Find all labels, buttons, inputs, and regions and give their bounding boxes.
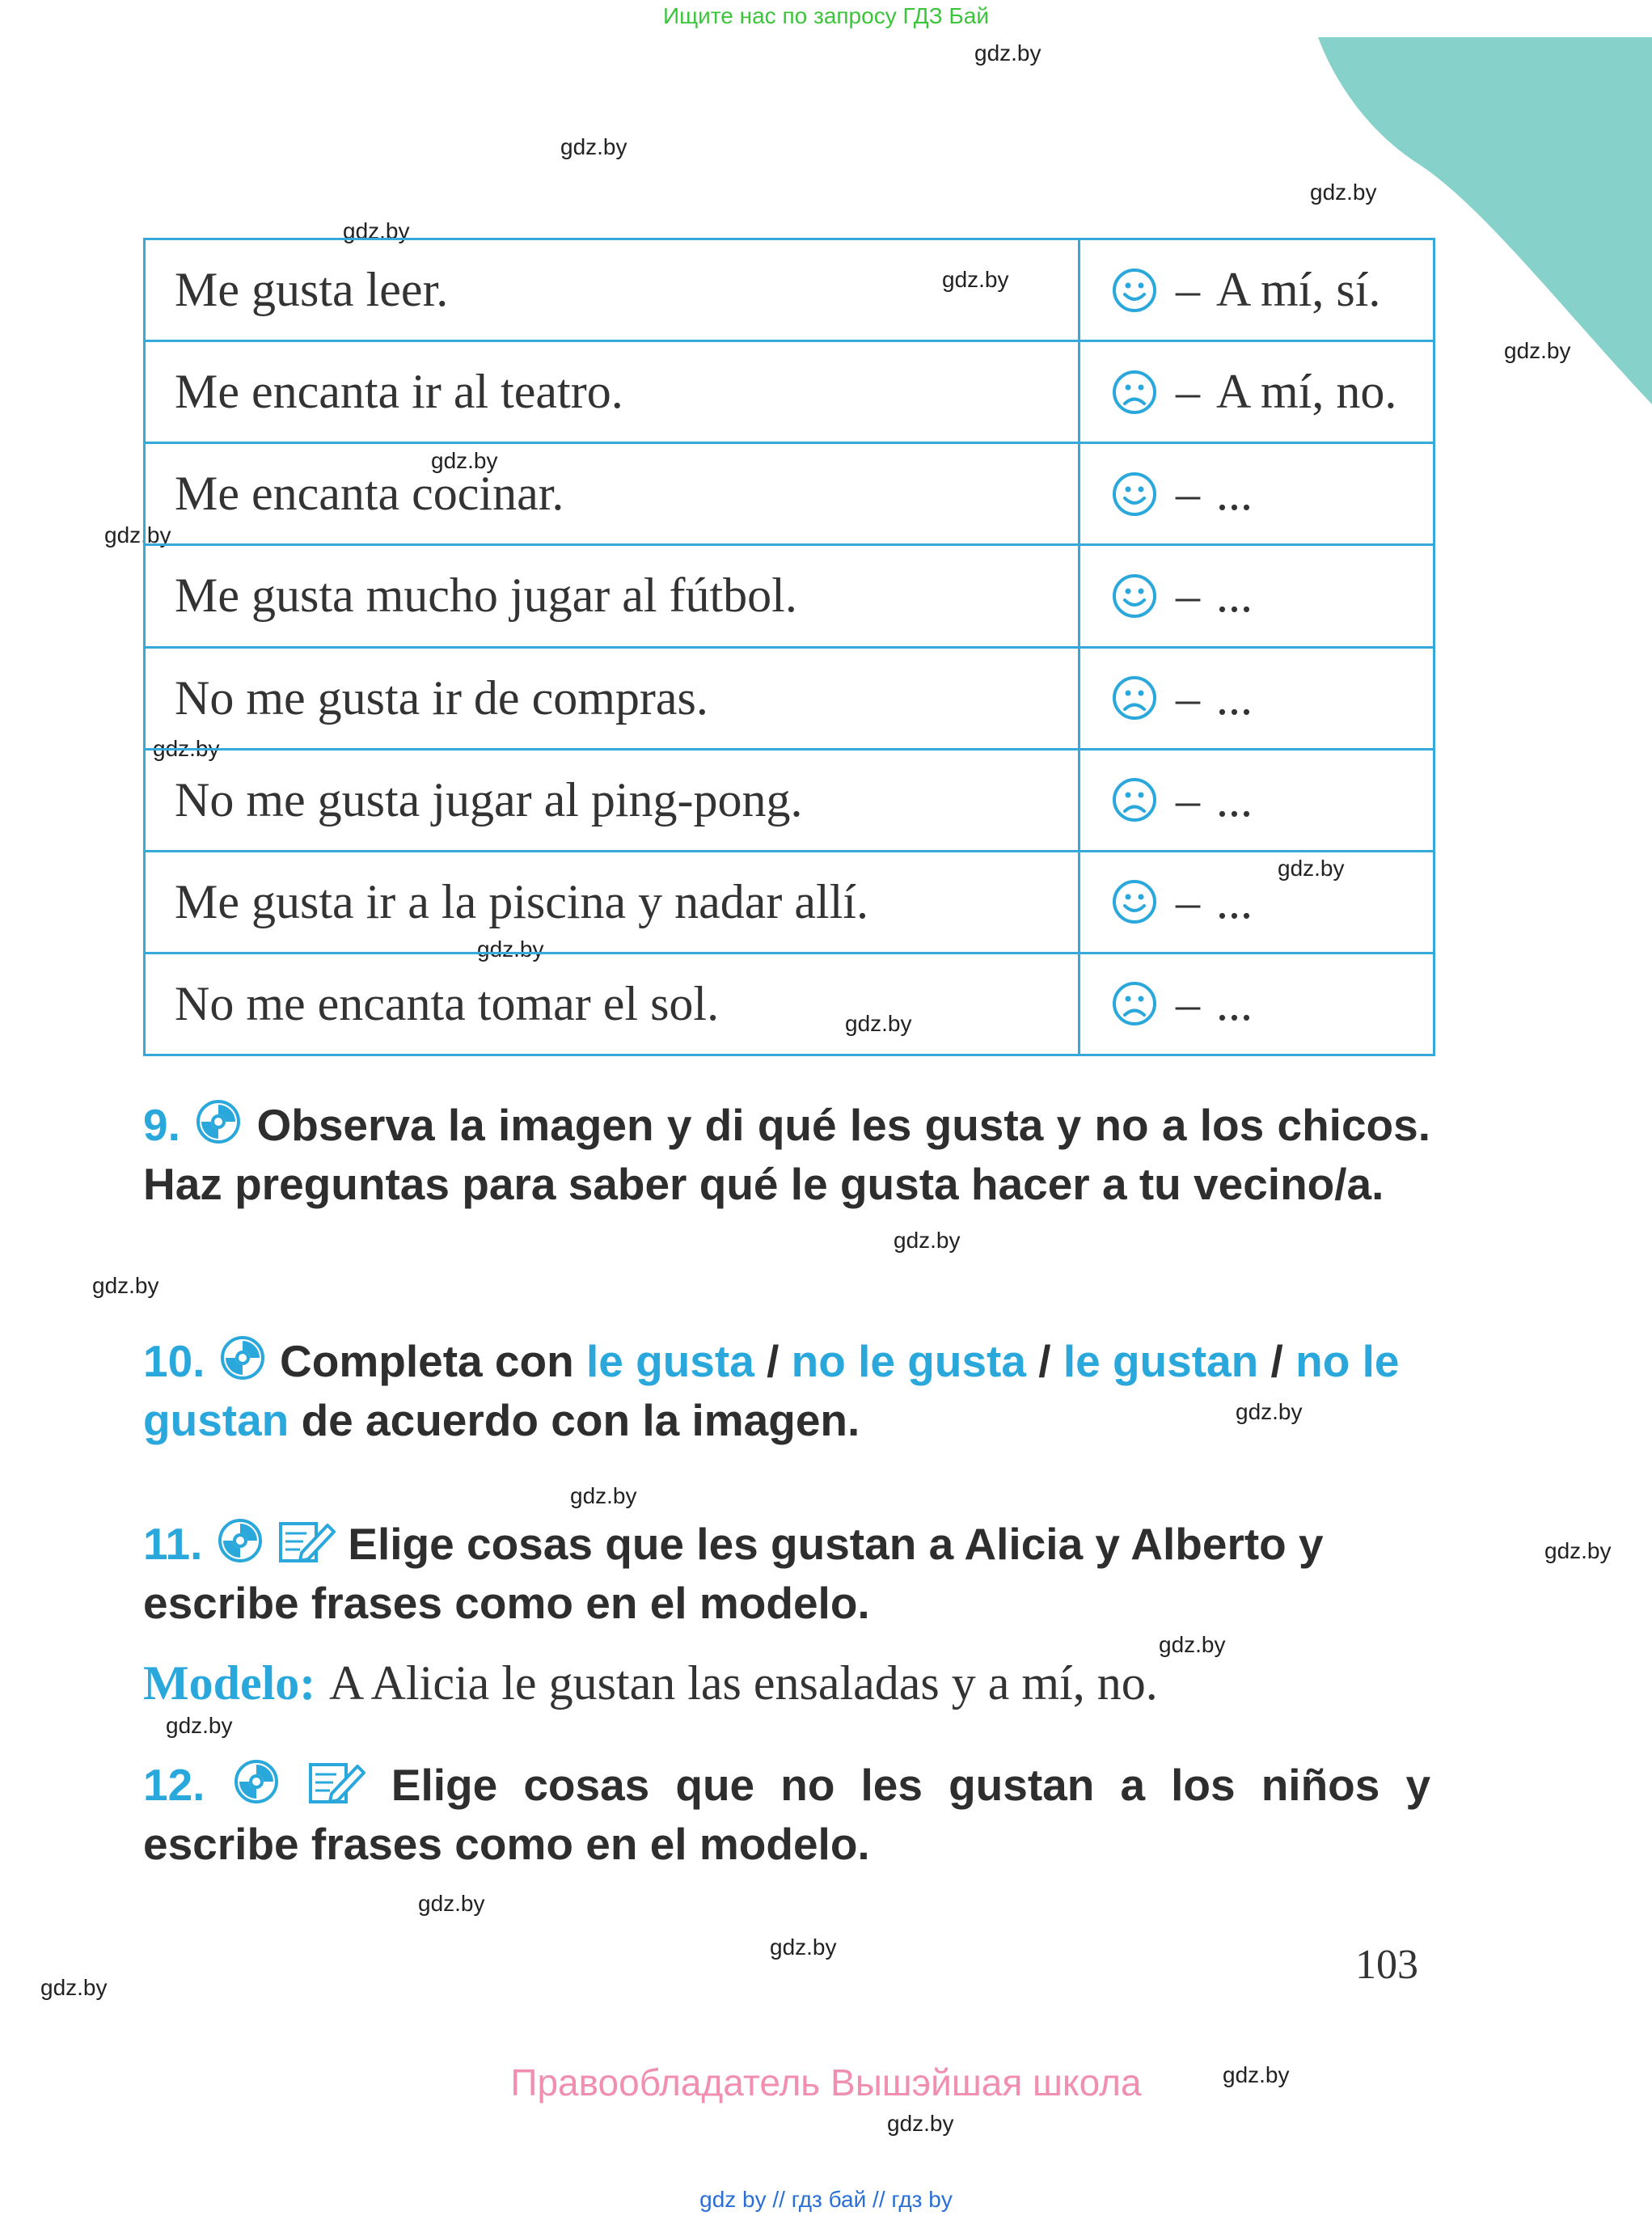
- model-sentence: [143, 1655, 1158, 1711]
- table-row: [145, 749, 1434, 851]
- watermark: gdz.by: [92, 1273, 159, 1298]
- disc-icon: [215, 1517, 265, 1576]
- watermark: gdz.by: [1544, 1538, 1612, 1563]
- exercise-12: [143, 1758, 1430, 1871]
- reply-cell: [1080, 341, 1434, 443]
- table-row: [145, 851, 1434, 953]
- watermark: gdz.by: [477, 937, 544, 962]
- watermark: gdz.by: [153, 736, 220, 761]
- watermark: gdz.by: [104, 522, 171, 548]
- dash: –: [1176, 569, 1200, 623]
- footer-links[interactable]: gdz by // гдз бай // гдз by: [699, 2187, 953, 2212]
- option-le-gustan: le gustan: [1063, 1336, 1259, 1386]
- write-pencil-icon: [277, 1517, 336, 1576]
- search-banner[interactable]: Ищите нас по запросу ГДЗ Бай: [662, 3, 990, 28]
- reply-text: A mí, sí.: [1216, 263, 1381, 317]
- model-label: Modelo:: [143, 1656, 316, 1710]
- watermark: gdz.by: [166, 1713, 233, 1738]
- smile-face-icon: [1111, 878, 1158, 925]
- watermark: gdz.by: [942, 267, 1009, 292]
- exercise-text: Elige cosas que no les gustan a los niños y escribe frases como en el modelo.: [143, 1760, 1431, 1869]
- reply-cell: [1080, 443, 1434, 545]
- smile-face-icon: [1111, 573, 1158, 619]
- watermark: gdz.by: [894, 1228, 961, 1253]
- table-row: [145, 647, 1434, 749]
- watermark: gdz.by: [1236, 1399, 1303, 1424]
- exercise-number: 11.: [143, 1519, 203, 1569]
- option-no-le-gustan: no le gustan: [143, 1336, 1400, 1445]
- reply-cell: [1080, 851, 1434, 953]
- table-row: [145, 953, 1434, 1055]
- phrase-cell: Me gusta leer.: [145, 239, 1080, 341]
- watermark: gdz.by: [1310, 180, 1377, 205]
- reply-text: A mí, no.: [1216, 365, 1397, 419]
- exercise-9: [143, 1098, 1430, 1211]
- sad-face-icon: [1111, 674, 1158, 721]
- model-text: A Alicia le gustan las ensaladas y a mí, no.: [328, 1656, 1158, 1710]
- reply-cell: [1080, 953, 1434, 1055]
- exercise-number: 10.: [143, 1336, 205, 1386]
- sad-face-icon: [1111, 369, 1158, 416]
- dash: –: [1176, 263, 1200, 317]
- reply-cell: [1080, 647, 1434, 749]
- dash: –: [1176, 670, 1200, 725]
- smile-face-icon: [1111, 267, 1158, 314]
- watermark: gdz.by: [431, 448, 498, 473]
- slash: /: [1270, 1336, 1283, 1386]
- watermark: gdz.by: [40, 1975, 108, 2000]
- watermark: gdz.by: [845, 1011, 912, 1036]
- dash: –: [1176, 772, 1200, 827]
- exercise-text: Elige cosas que les gustan a Alicia y Alberto y escribe frases como en el modelo.: [143, 1519, 1324, 1628]
- watermark: gdz.by: [560, 134, 627, 159]
- phrase-cell: No me gusta ir de compras.: [145, 647, 1080, 749]
- dash: –: [1176, 365, 1200, 419]
- exercise-number: 12.: [143, 1760, 205, 1810]
- disc-icon: [231, 1758, 281, 1817]
- reply-text: ...: [1216, 569, 1253, 623]
- write-pencil-icon: [307, 1758, 365, 1817]
- exercise-10: [143, 1334, 1430, 1448]
- watermark: gdz.by: [570, 1483, 637, 1508]
- reply-text: ...: [1216, 976, 1253, 1030]
- disc-icon: [218, 1334, 268, 1393]
- reply-cell: [1080, 545, 1434, 647]
- phrase-cell: Me gusta mucho jugar al fútbol.: [145, 545, 1080, 647]
- watermark: gdz.by: [887, 2111, 954, 2136]
- slash: /: [1038, 1336, 1051, 1386]
- phrase-table: [143, 238, 1435, 1056]
- exercise-text: Observa la imagen y di qué les gusta y no a los chicos. Haz preguntas para saber qué le gusta hacer a tu vecino/a.: [143, 1100, 1431, 1209]
- watermark: gdz.by: [1223, 2062, 1290, 2087]
- table-row: [145, 545, 1434, 647]
- watermark: gdz.by: [1278, 856, 1345, 881]
- exercise-number: 9.: [143, 1100, 180, 1150]
- table-row: [145, 341, 1434, 443]
- dash: –: [1176, 976, 1200, 1030]
- watermark: gdz.by: [1504, 338, 1571, 363]
- exercise-11: [143, 1517, 1430, 1630]
- reply-cell: [1080, 749, 1434, 851]
- sad-face-icon: [1111, 776, 1158, 823]
- phrase-cell: Me encanta ir al teatro.: [145, 341, 1080, 443]
- dash: –: [1176, 467, 1200, 521]
- slash: /: [767, 1336, 780, 1386]
- table-row: [145, 443, 1434, 545]
- phrase-cell: No me encanta tomar el sol.: [145, 953, 1080, 1055]
- reply-text: ...: [1216, 467, 1253, 521]
- phrase-cell: Me encanta cocinar.: [145, 443, 1080, 545]
- option-no-le-gusta: no le gusta: [791, 1336, 1026, 1386]
- reply-text: ...: [1216, 670, 1253, 725]
- table-row: [145, 239, 1434, 341]
- option-le-gusta: le gusta: [585, 1336, 754, 1386]
- watermark: gdz.by: [1159, 1632, 1226, 1657]
- watermark: gdz.by: [418, 1891, 485, 1916]
- reply-text: ...: [1216, 874, 1253, 928]
- exercise-text: Completa con: [280, 1336, 574, 1386]
- exercise-text: de acuerdo con la imagen.: [301, 1395, 860, 1445]
- disc-icon: [193, 1098, 243, 1157]
- page-number: 103: [1355, 1942, 1418, 1988]
- phrase-cell: No me gusta jugar al ping-pong.: [145, 749, 1080, 851]
- dash: –: [1176, 874, 1200, 928]
- copyright-holder: Правообладатель Вышэйшая школа: [510, 2061, 1142, 2103]
- reply-cell: [1080, 239, 1434, 341]
- sad-face-icon: [1111, 980, 1158, 1027]
- watermark: gdz.by: [343, 218, 410, 243]
- smile-face-icon: [1111, 471, 1158, 518]
- phrase-cell: Me gusta ir a la piscina y nadar allí.: [145, 851, 1080, 953]
- reply-text: ...: [1216, 772, 1253, 827]
- watermark: gdz.by: [974, 40, 1041, 66]
- watermark: gdz.by: [770, 1934, 837, 1960]
